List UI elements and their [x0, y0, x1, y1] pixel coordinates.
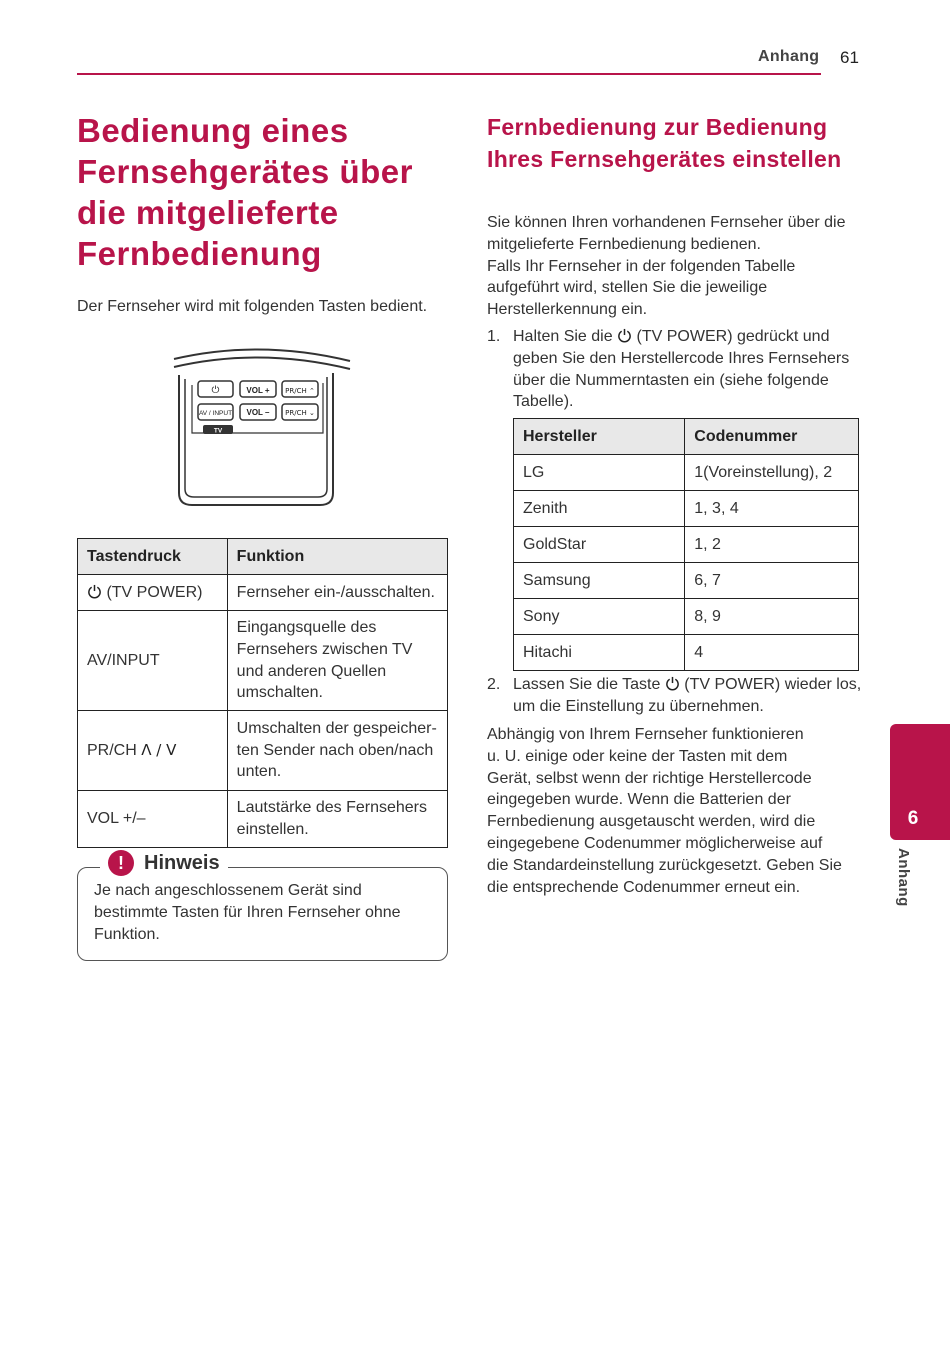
chapter-label: Anhang — [895, 848, 912, 907]
table-cell: VOL +/– — [78, 791, 228, 848]
table-header: Tastendruck — [78, 539, 228, 575]
remote-prch-up-label: PR/CH ⌃ — [285, 387, 315, 395]
step-number: 2. — [487, 676, 501, 693]
table-cell — [78, 575, 228, 611]
section-intro — [487, 212, 877, 321]
power-icon — [87, 584, 102, 599]
text-line: Falls Ihr Fernseher in der folgenden Tabelle — [487, 257, 796, 275]
text-line: eingegeben wurde. Wenn die Batterien der — [487, 791, 791, 809]
remote-vol-plus-label: VOL + — [246, 386, 270, 395]
header-rule — [77, 73, 821, 75]
step-text-line: Tabelle). — [513, 393, 574, 411]
table-cell-text: PR/CH — [87, 741, 137, 759]
remote-avinput-label: AV / INPUT — [198, 410, 233, 417]
table-cell: GoldStar — [514, 527, 685, 563]
button-function-table — [77, 538, 448, 848]
chapter-number: 6 — [907, 808, 919, 829]
table-row — [78, 791, 448, 848]
table-row — [514, 635, 859, 671]
table-row — [78, 711, 448, 791]
note-heading — [100, 850, 228, 876]
remote-tv-label: TV — [213, 427, 223, 435]
table-header-row — [514, 419, 859, 455]
table-cell: Sony — [514, 599, 685, 635]
step-text-part: Halten Sie die — [513, 328, 613, 345]
text-line: die Standardeinstellung zurückgesetzt. Geben Sie — [487, 856, 842, 874]
table-cell: 1, 2 — [685, 527, 859, 563]
table-cell-text: (TV POWER) — [106, 583, 203, 601]
table-cell: Fernseher ein-/ausschalten. — [227, 575, 447, 611]
step-text-part: (TV POWER) gedrückt und — [632, 328, 830, 345]
table-row — [514, 527, 859, 563]
note-label: Hinweis — [144, 851, 220, 874]
table-cell: 1, 3, 4 — [685, 491, 859, 527]
page-title: Bedienung eines Fernsehgerätes über die mitgelieferte Fernbedienung — [77, 112, 413, 272]
table-cell: 4 — [685, 635, 859, 671]
text-line: Fernbedienung ausgetauscht werden, wird die — [487, 813, 816, 831]
page-number: 61 — [840, 48, 859, 67]
remote-control-illustration — [170, 345, 355, 510]
note-text: Je nach angeschlossenem Gerät sind bestimmte Tasten für Ihren Fernseher ohne Funktion. — [94, 882, 401, 943]
table-row — [514, 455, 859, 491]
remote-prch-down-label: PR/CH ⌄ — [285, 409, 315, 417]
table-cell: Hitachi — [514, 635, 685, 671]
header-section-label: Anhang — [758, 48, 820, 65]
table-row — [514, 491, 859, 527]
text-line: die entsprechende Codenummer erneut ein. — [487, 878, 801, 896]
table-cell: 1(Voreinstellung), 2 — [685, 455, 859, 491]
table-cell: LG — [514, 455, 685, 491]
step-2 — [487, 674, 877, 720]
up-down-arrows-icon: Λ / V — [141, 740, 177, 759]
power-icon — [617, 328, 632, 343]
step-text-part: (TV POWER) wieder los, — [679, 676, 862, 693]
power-icon — [665, 676, 680, 691]
step-text — [513, 326, 849, 413]
table-header: Hersteller — [514, 419, 685, 455]
table-cell: Eingangsquelle des Fernsehers zwischen TV und anderen Quellen umschalten. — [227, 611, 447, 711]
text-line: Sie können Ihren vorhandenen Fernseher über die — [487, 214, 846, 231]
table-row — [514, 563, 859, 599]
step-1 — [487, 326, 877, 416]
table-row — [514, 599, 859, 635]
table-row — [78, 611, 448, 711]
step-text — [513, 674, 861, 718]
step-text-part: Lassen Sie die Taste — [513, 676, 661, 693]
table-header: Funktion — [227, 539, 447, 575]
table-row — [78, 575, 448, 611]
warning-icon: ! — [108, 850, 134, 876]
table-cell: Zenith — [514, 491, 685, 527]
step-text-line: um die Einstellung zu übernehmen. — [513, 697, 764, 715]
table-cell: AV/INPUT — [78, 611, 228, 711]
table-cell — [78, 711, 228, 791]
text-line: mitgelieferte Fernbedienung bedienen. — [487, 235, 761, 253]
step-number: 1. — [487, 328, 501, 345]
text-line: Abhängig von Ihrem Fernseher funktionieren — [487, 726, 804, 743]
table-header-row — [78, 539, 448, 575]
step-text-line: geben Sie den Herstellercode Ihres Fernsehers — [513, 349, 850, 367]
section-outro — [487, 724, 882, 898]
section-title: Fernbedienung zur Bedienung Ihres Fernsehgerätes einstellen — [487, 114, 842, 172]
manufacturer-code-table — [513, 418, 859, 671]
table-cell: 8, 9 — [685, 599, 859, 635]
text-line: eingegebene Codenummer möglicherweise auf — [487, 834, 823, 852]
table-cell: Samsung — [514, 563, 685, 599]
remote-power-label: ⏻ — [211, 385, 220, 396]
table-cell: Umschalten der gespeicher-ten Sender nach oben/nach unten. — [227, 711, 447, 791]
intro-text: Der Fernseher wird mit folgenden Tasten bedient. — [77, 298, 428, 315]
text-line: Herstellerkennung ein. — [487, 301, 648, 319]
table-cell: 6, 7 — [685, 563, 859, 599]
step-text-line: über die Nummerntasten ein (siehe folgende — [513, 371, 829, 389]
table-header: Codenummer — [685, 419, 859, 455]
table-cell: Lautstärke des Fernsehers einstellen. — [227, 791, 447, 848]
text-line: aufgeführt wird, stellen Sie die jeweilige — [487, 279, 768, 297]
text-line: u. U. einige oder keine der Tasten mit dem — [487, 747, 788, 765]
remote-vol-minus-label: VOL – — [246, 408, 270, 417]
text-line: Gerät, selbst wenn der richtige Herstellercode — [487, 769, 812, 787]
